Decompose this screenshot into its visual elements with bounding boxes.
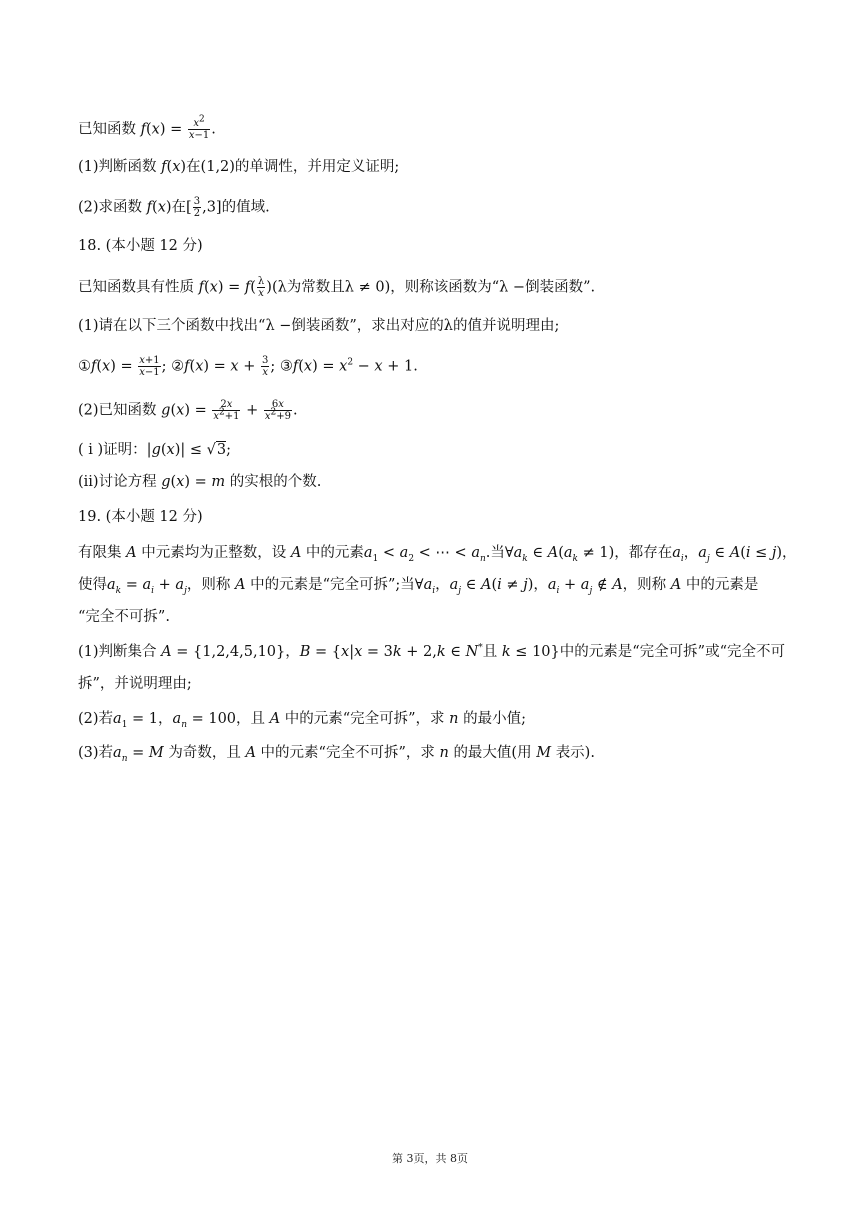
fraction: $\frac{6x}{x^2+9}$ (264, 399, 291, 422)
fraction: $\frac{x+1}{x-1}$ (139, 355, 160, 378)
q17-intro: 已知函数 f(x) = $\frac{x^2}{x-1}$ . (78, 114, 216, 141)
fraction: $\frac{\lambda}{x}$ (257, 276, 265, 299)
q19-paragraph-line3: “完全不可拆”. (78, 609, 170, 625)
q17-part2: (2)求函数 f(x)在[ $\frac{3}{2}$ ,3]的值域. (78, 196, 270, 219)
q19-part3: (3)若$a_n = M$ 为奇数，且 A 中的元素“完全不可拆”，求 n 的最大值(用 M 表示). (78, 745, 595, 764)
fraction: $\frac{2x}{x^2+1}$ (213, 399, 240, 422)
q19-paragraph-line1: 有限集 A 中元素均为正整数，设 A 中的元素$a_1 < a_2$ < ⋯ < $a_n$.当$\forall a_k$ ∈ $A(a_k \ne 1)$，都存在$a_i$，$a_j$ ∈ A(i ≤ j)， (78, 545, 797, 564)
q18-part2-ii: (ⅱ)讨论方程 g(x) = m 的实根的个数. (78, 474, 322, 490)
q17-part1: (1)判断函数 f(x)在(1,2)的单调性，并用定义证明; (78, 159, 400, 175)
fraction: $\frac{3}{2}$ (193, 196, 201, 219)
q18-definition: 已知函数具有性质 f(x) = f( $\frac{\lambda}{x}$ )(λ为常数且λ ≠ 0)，则称该函数为“λ −倒装函数”. (78, 276, 596, 299)
q18-part1: (1)请在以下三个函数中找出“λ −倒装函数”，求出对应的λ的值并说明理由; (78, 318, 560, 334)
q19-part1-line2: 拆”，并说明理由; (78, 676, 192, 692)
page-number-footer: 第 3页，共 8页 (392, 1152, 468, 1165)
q19-header: 19. (本小题 12 分) (78, 509, 203, 525)
q18-header: 18. (本小题 12 分) (78, 238, 203, 254)
q19-part2: (2)若$a_1 = 1$，$a_n = 100$，且 A 中的元素“完全可拆”，求 n 的最小值; (78, 711, 527, 730)
q18-part2: (2)已知函数 g(x) = $\frac{2x}{x^2+1}$ + $\frac{6x}{x^2+9}$ . (78, 399, 298, 422)
q19-paragraph-line2: 使得$a_k = a_i + a_j$，则称 A 中的元素是“完全可拆”;当$\forall a_i$，$a_j$ ∈ A(i ≠ j)，$a_i + a_j$ ∉ A，则称 A 中的元素是 (78, 577, 759, 596)
q19-part1-line1: (1)判断集合 A = {1,2,4,5,10}，B = {x|x = 3k + 2,k ∈ N*且 k ≤ 10}中的元素是“完全可拆”或“完全不可 (78, 643, 785, 660)
fraction: $\frac{3}{x}$ (261, 355, 269, 378)
fraction: $\frac{x^2}{x-1}$ (188, 114, 210, 141)
q18-part2-i: ( ⅰ )证明：|g(x)| ≤ √3; (78, 442, 231, 458)
q18-options: ①f(x) = $\frac{x+1}{x-1}$ ; ②f(x) = x + $\frac{3}{x}$ ; ③f(x) = $x^2 - x + 1$. (78, 355, 418, 378)
